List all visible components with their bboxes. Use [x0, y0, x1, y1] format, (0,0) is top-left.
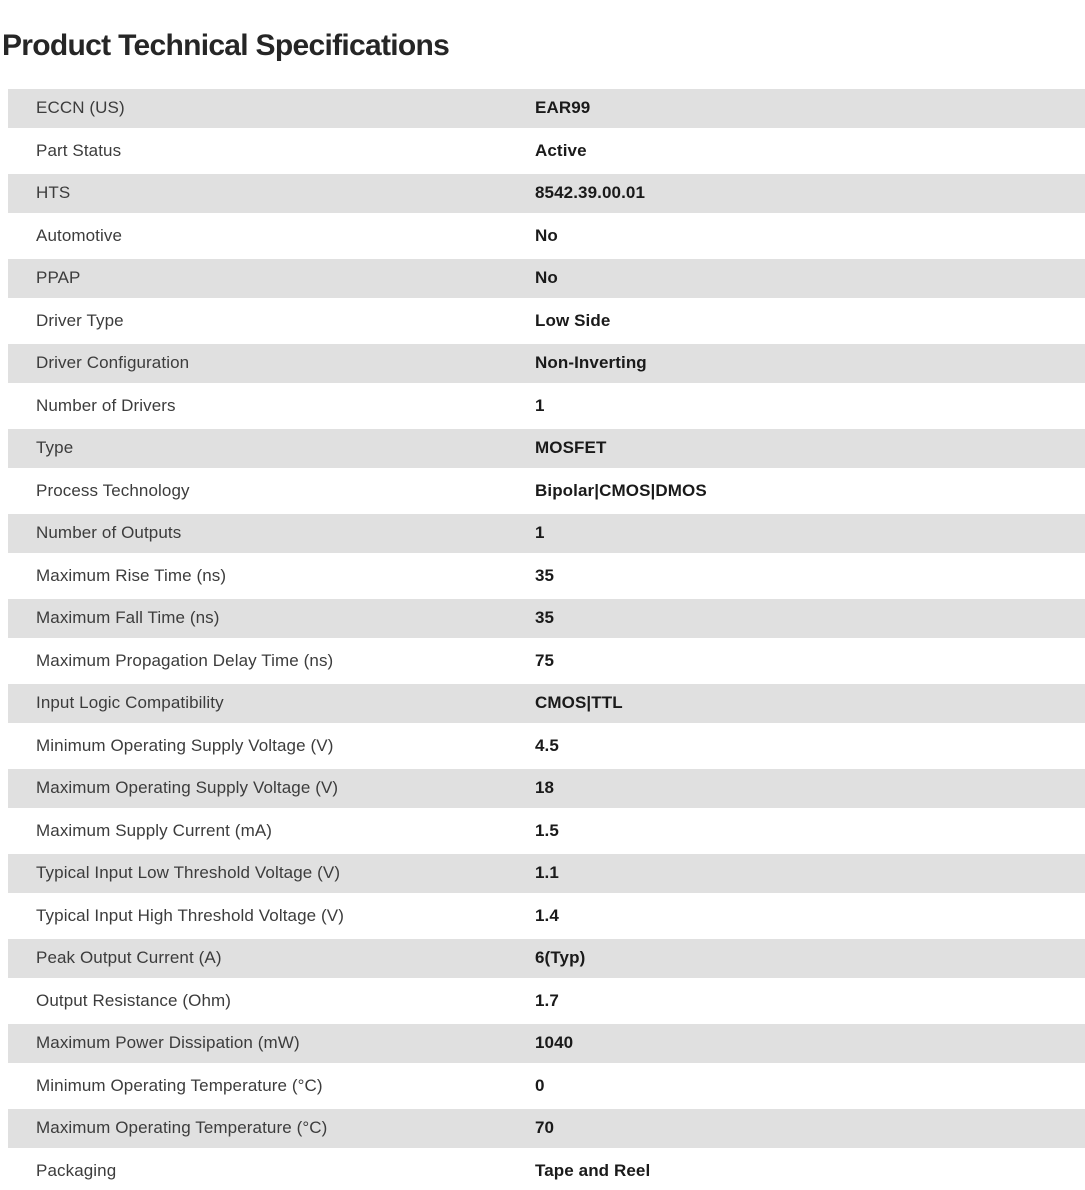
spec-table [0, 89, 1085, 1190]
spec-value: Tape and Reel [535, 1160, 651, 1180]
spec-value: EAR99 [535, 98, 591, 118]
spec-label: Packaging [36, 1160, 117, 1180]
spec-row [8, 1067, 1085, 1106]
spec-value: 1.4 [535, 905, 559, 925]
spec-row [8, 854, 1085, 893]
spec-label: Typical Input High Threshold Voltage (V) [36, 905, 344, 925]
spec-row [8, 472, 1085, 511]
spec-value: 18 [535, 778, 555, 798]
spec-row [8, 1109, 1085, 1148]
spec-label: Type [36, 438, 74, 458]
spec-label: Process Technology [36, 480, 190, 500]
spec-value: Low Side [535, 310, 611, 330]
spec-label: Maximum Rise Time (ns) [36, 565, 227, 585]
spec-row [8, 599, 1085, 638]
spec-row [8, 259, 1085, 298]
spec-label: Input Logic Compatibility [36, 693, 224, 713]
spec-row [8, 897, 1085, 936]
spec-row [8, 1024, 1085, 1063]
spec-value: CMOS|TTL [535, 693, 623, 713]
spec-value: Non-Inverting [535, 353, 647, 373]
spec-value: No [535, 225, 558, 245]
page-title: Product Technical Specifications [2, 29, 450, 63]
spec-value: 4.5 [535, 735, 559, 755]
spec-row [8, 344, 1085, 383]
spec-value: No [535, 268, 558, 288]
spec-row [8, 684, 1085, 723]
spec-label: Automotive [36, 225, 123, 245]
spec-row [8, 514, 1085, 553]
spec-label: Driver Configuration [36, 353, 190, 373]
spec-label: Maximum Power Dissipation (mW) [36, 1033, 300, 1053]
spec-row [8, 557, 1085, 596]
spec-row [8, 982, 1085, 1021]
spec-row [8, 727, 1085, 766]
spec-row [8, 387, 1085, 426]
spec-label: PPAP [36, 268, 81, 288]
spec-label: Minimum Operating Supply Voltage (V) [36, 735, 334, 755]
spec-label: Maximum Propagation Delay Time (ns) [36, 650, 334, 670]
spec-row [8, 939, 1085, 978]
spec-label: Maximum Operating Temperature (°C) [36, 1118, 328, 1138]
spec-label: Typical Input Low Threshold Voltage (V) [36, 863, 341, 883]
spec-value: 1.7 [535, 990, 559, 1010]
spec-value: 1040 [535, 1033, 574, 1053]
spec-value: 1 [535, 523, 545, 543]
spec-value: 0 [535, 1075, 545, 1095]
spec-label: Number of Outputs [36, 523, 182, 543]
spec-value: 6(Typ) [535, 948, 586, 968]
spec-row [8, 89, 1085, 128]
spec-value: Bipolar|CMOS|DMOS [535, 480, 707, 500]
spec-value: 8542.39.00.01 [535, 183, 646, 203]
spec-label: Number of Drivers [36, 395, 176, 415]
spec-label: Driver Type [36, 310, 124, 330]
spec-label: HTS [36, 183, 71, 203]
spec-row [8, 812, 1085, 851]
spec-row [8, 132, 1085, 171]
spec-row [8, 642, 1085, 681]
spec-row [8, 429, 1085, 468]
spec-value: Active [535, 140, 587, 160]
spec-value: 35 [535, 565, 555, 585]
spec-row [8, 769, 1085, 808]
spec-value: 70 [535, 1118, 555, 1138]
spec-row [8, 174, 1085, 213]
spec-label: Maximum Supply Current (mA) [36, 820, 273, 840]
spec-label: Peak Output Current (A) [36, 948, 222, 968]
spec-value: MOSFET [535, 438, 607, 458]
product-spec-page [0, 20, 1085, 1189]
spec-label: Minimum Operating Temperature (°C) [36, 1075, 323, 1095]
spec-value: 1 [535, 395, 545, 415]
spec-row [8, 302, 1085, 341]
spec-row [8, 1152, 1085, 1190]
spec-row [8, 217, 1085, 256]
spec-value: 1.5 [535, 820, 559, 840]
spec-label: Part Status [36, 140, 122, 160]
spec-label: Maximum Fall Time (ns) [36, 608, 220, 628]
spec-value: 35 [535, 608, 555, 628]
spec-label: Maximum Operating Supply Voltage (V) [36, 778, 339, 798]
spec-label: Output Resistance (Ohm) [36, 990, 232, 1010]
spec-value: 1.1 [535, 863, 559, 883]
spec-label: ECCN (US) [36, 98, 125, 118]
spec-value: 75 [535, 650, 555, 670]
